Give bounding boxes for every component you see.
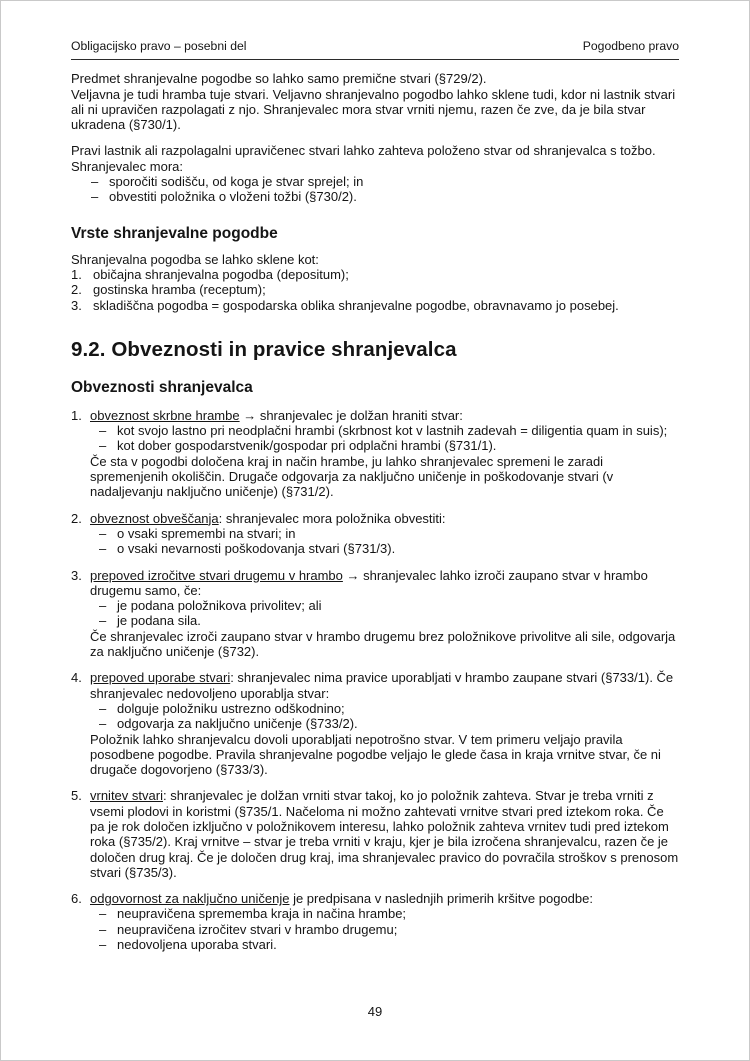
obligation-item — [71, 788, 679, 880]
list-item-text: običajna shranjevalna pogodba (depositum); — [93, 266, 349, 282]
list-item — [90, 598, 679, 613]
obligation-item-after: Če sta v pogodbi določena kraj in način hrambe, ju lahko shranjevalec spremeni le zaradi spremenjenih okoliščin. Drugače odgovarja za naključno uničenje in poškodovanje stvari (v nadaljevanju naključno uničenje) (§731/2). — [90, 453, 614, 500]
page-header — [71, 39, 679, 60]
obligation-item-rest: : shranjevalec mora položnika obvestiti: — [218, 510, 446, 526]
list-item-text: o vsaki nevarnosti poškodovanja stvari (§731/3). — [117, 541, 396, 557]
list-item — [71, 267, 679, 282]
obligation-item-head — [90, 408, 679, 423]
list-number: 2. — [71, 510, 82, 526]
obligation-item-content — [90, 788, 679, 880]
list-item — [71, 282, 679, 297]
list-item — [90, 423, 679, 438]
list-item-text: odgovarja za naključno uničenje (§733/2). — [117, 716, 358, 732]
obligation-item-content — [90, 891, 679, 952]
list-number: 1. — [71, 407, 82, 423]
obligation-item-rest: je predpisana v naslednjih primerih kršitve pogodbe: — [289, 891, 593, 907]
list-item — [71, 298, 679, 313]
list-item-text: kot dober gospodarstvenik/gospodar pri odplačni hrambi (§731/1). — [117, 438, 497, 454]
list-item — [90, 541, 679, 556]
dash-bullet: – — [91, 174, 99, 190]
dash-bullet: – — [99, 937, 107, 953]
list-item — [90, 438, 679, 453]
intro-sentence-1: Predmet shranjevalne pogodbe so lahko samo premične stvari (§729/2). — [71, 71, 487, 87]
list-item-text: sporočiti sodišču, od koga je stvar sprejel; in — [109, 174, 364, 190]
list-item-text: nedovoljena uporaba stvari. — [117, 937, 277, 953]
list-item-text: dolguje položniku ustrezno odškodnino; — [117, 700, 345, 716]
header-left-title: Obligacijsko pravo – posebni del — [71, 39, 247, 53]
obligation-item-head — [90, 891, 679, 906]
list-number: 3. — [71, 567, 82, 583]
list-number: 5. — [71, 788, 82, 804]
dash-bullet: – — [99, 613, 107, 629]
list-item-text: kot svojo lastno pri neodplačni hrambi (skrbnost kot v lastnih zadevah = diligentia quam in suis); — [117, 423, 668, 439]
section-title: 9.2. Obveznosti in pravice shranjevalca — [71, 337, 457, 361]
dash-bullet: – — [99, 921, 107, 937]
owner-claim-paragraph — [71, 143, 679, 204]
dash-bullet: – — [99, 700, 107, 716]
intro-sentence-2: Veljavna je tudi hramba tuje stvari. Veljavno shranjevalno pogodbo lahko sklene tudi, kdor ni lastnik stvari ali ni upravičen razpolagati z njo. Shranjevalec mora stvar vrniti njemu, razen če zve, da je bila stvar ukradena (§730/1). — [71, 86, 676, 133]
types-intro: Shranjevalna pogodba se lahko sklene kot: — [71, 251, 319, 267]
types-heading: Vrste shranjevalne pogodbe — [71, 224, 278, 242]
list-number: 3. — [71, 297, 82, 313]
obligation-sublist — [90, 701, 679, 732]
list-item-text: obvestiti položnika o vloženi tožbi (§730/2). — [109, 189, 357, 205]
obligation-item-content — [90, 568, 679, 660]
obligation-item-head — [90, 670, 679, 701]
obligation-item-lead: odgovornost za naključno uničenje — [90, 891, 290, 907]
list-number: 4. — [71, 670, 82, 686]
obligation-item-content — [90, 408, 679, 500]
dash-bullet: – — [99, 716, 107, 732]
list-number: 1. — [71, 266, 82, 282]
obligation-item-lead: obveznost skrbne hrambe — [90, 407, 240, 423]
list-item-text: skladiščna pogodba = gospodarska oblika shranjevalne pogodbe, obravnavamo jo posebej. — [93, 297, 619, 313]
obligation-item-after: Če shranjevalec izroči zaupano stvar v hrambo drugemu brez položnikove privolitve ali sile, odgovarja za naključno uničenje (§732). — [90, 628, 676, 660]
page-footer — [1, 1004, 749, 1019]
page-number: 49 — [367, 1003, 383, 1019]
obligations-heading: Obveznosti shranjevalca — [71, 378, 253, 396]
obligation-item-lead: prepoved uporabe stvari — [90, 670, 231, 686]
intro-paragraph — [71, 71, 679, 132]
types-list — [71, 267, 679, 313]
obligation-item — [71, 568, 679, 660]
obligations-list — [71, 408, 679, 953]
dash-bullet: – — [91, 189, 99, 205]
obligation-item-content — [90, 670, 679, 777]
obligation-item-rest: : shranjevalec je dolžan vrniti stvar takoj, ko jo položnik zahteva. Stvar je treba vrniti z vsemi plodovi in koristmi (§735/1. Načeloma ni možno zahtevati vrnitve stvari pred iztekom roka. Če pa je rok določen izključno v položnikovem interesu, lahko položnik zahteva vrnitev tudi pred iztekom roka (§735/2). Kraj vrnitve – stvar je treba vrniti v kraju, kjer je bila izročena shranjevalcu, razen če je določen drug kraj. Če je določen drug kraj, ima shranjevalec pravico do povračila stroškov s prenosom stvari (§735/3). — [90, 788, 679, 880]
dash-bullet: – — [99, 598, 107, 614]
list-item-text: o vsaki spremembi na stvari; in — [117, 525, 296, 541]
obligation-sublist — [90, 906, 679, 952]
obligation-item — [71, 408, 679, 500]
obligation-item-lead: prepoved izročitve stvari drugemu v hrambo — [90, 567, 343, 583]
list-item — [90, 701, 679, 716]
list-item-text: neupravičena sprememba kraja in načina hrambe; — [117, 906, 407, 922]
list-item-text: neupravičena izročitev stvari v hrambo drugemu; — [117, 921, 398, 937]
obligation-sublist — [90, 598, 679, 629]
obligation-item-lead: obveznost obveščanja — [90, 510, 219, 526]
owner-claim-text: Pravi lastnik ali razpolagalni upravičenec stvari lahko zahteva položeno stvar od shranjevalca s tožbo. Shranjevalec mora: — [71, 143, 656, 174]
list-item — [71, 174, 679, 189]
obligation-item-head — [90, 511, 679, 526]
list-number: 2. — [71, 282, 82, 298]
obligation-item-lead: vrnitev stvari — [90, 788, 163, 804]
dash-bullet: – — [99, 525, 107, 541]
dash-bullet: – — [99, 906, 107, 922]
obligation-item-rest: : shranjevalec nima pravice uporabljati v hrambo zaupane stvari (§733/1). Če shranjevalec nedovoljeno uporablja stvar: — [90, 670, 674, 701]
header-right-title: Pogodbeno pravo — [582, 39, 679, 53]
obligation-item — [71, 670, 679, 777]
dash-bullet: – — [99, 541, 107, 557]
obligation-sublist — [90, 526, 679, 557]
obligation-item — [71, 891, 679, 952]
list-item — [90, 526, 679, 541]
list-item-text: je podana sila. — [117, 613, 201, 629]
list-item — [90, 937, 679, 952]
obligation-item-after: Položnik lahko shranjevalcu dovoli uporabljati nepotrošno stvar. V tem primeru veljajo pravila posodbene pogodbe. Pravila shranjevalne pogodbe veljajo le glede časa in kraja vrnitve stvar, če ni drugače dogovorjeno (§733/3). — [90, 731, 661, 778]
obligation-item-rest: → shranjevalec je dolžan hraniti stvar: — [239, 407, 463, 423]
list-number: 6. — [71, 891, 82, 907]
list-item-text: je podana položnikova privolitev; ali — [117, 598, 322, 614]
dash-bullet: – — [99, 423, 107, 439]
obligation-item-head — [90, 568, 679, 599]
list-item — [90, 613, 679, 628]
obligation-item-rest: → shranjevalec lahko izroči zaupano stvar v hrambo drugemu samo, če: — [90, 567, 648, 598]
obligation-item-content — [90, 511, 679, 557]
list-item — [90, 906, 679, 921]
dash-bullet: – — [99, 438, 107, 454]
list-item — [90, 922, 679, 937]
list-item — [90, 716, 679, 731]
obligation-item — [71, 511, 679, 557]
list-item — [71, 189, 679, 204]
list-item-text: gostinska hramba (receptum); — [93, 282, 266, 298]
obligation-sublist — [90, 423, 679, 454]
obligation-item-head — [90, 788, 679, 880]
